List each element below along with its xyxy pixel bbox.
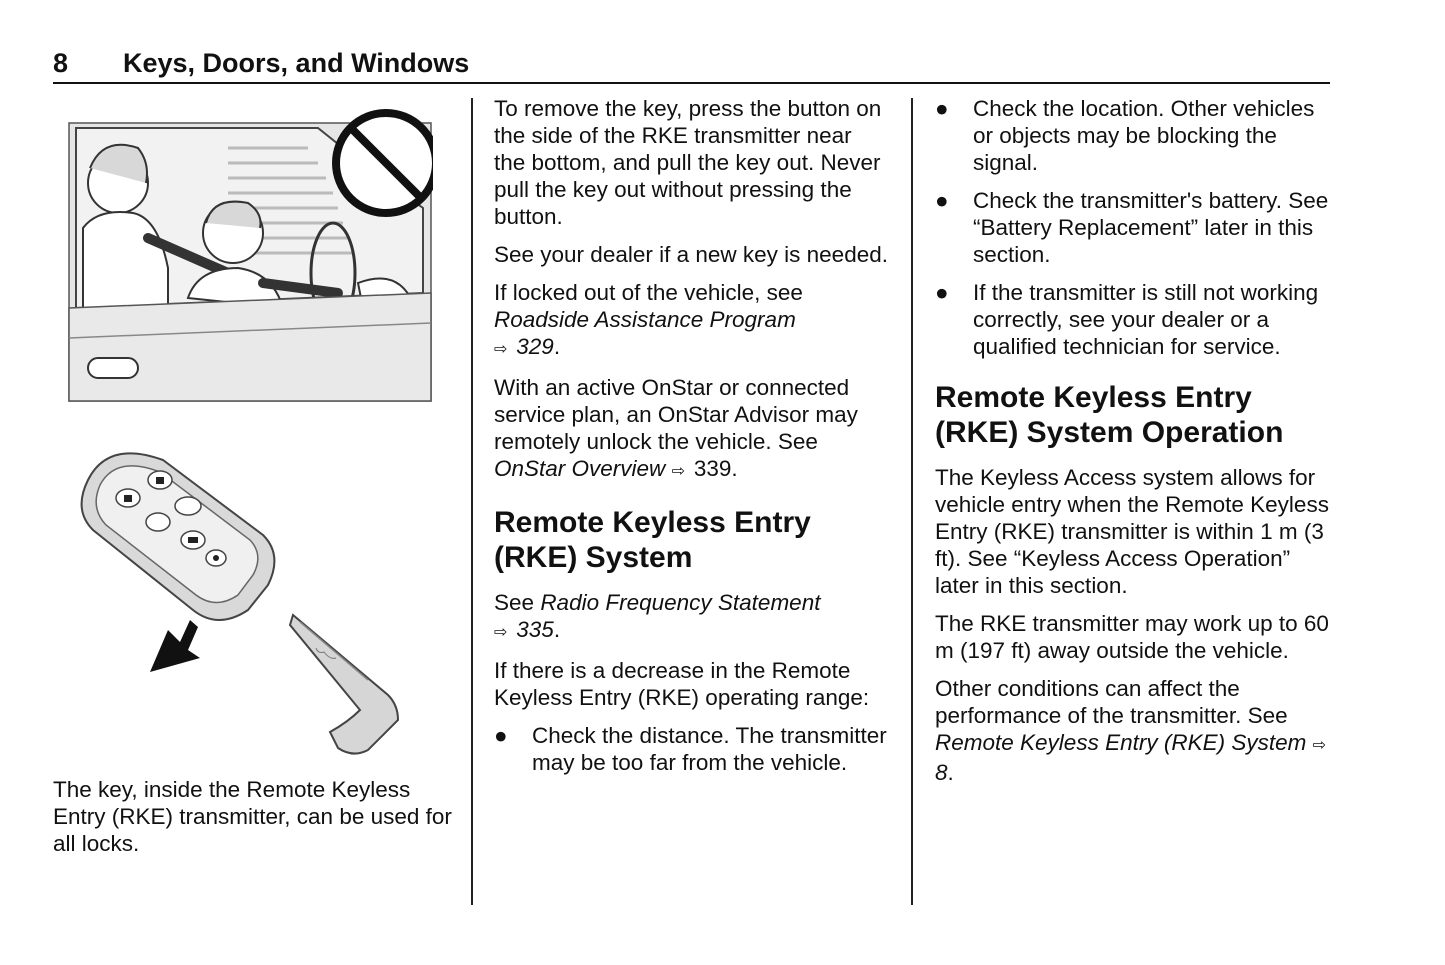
bullet-icon: ● — [935, 96, 949, 121]
bullet-icon: ● — [935, 280, 949, 305]
paragraph-onstar: With an active OnStar or connected service plan, an OnStar Advisor may remotely unlock the vehicle. See OnStar Overview ⇨ 339. — [494, 374, 889, 485]
page-number: 8 — [53, 48, 69, 78]
key-caption: The key, inside the Remote Keyless Entry (RKE) transmitter, can be used for all locks. — [53, 777, 452, 856]
bullet-list-middle — [494, 722, 889, 776]
list-item: ● Check the distance. The transmitter may be too far from the vehicle. — [494, 723, 887, 775]
key-fob-illustration — [68, 440, 428, 760]
right-column — [935, 95, 1335, 797]
middle-column — [494, 95, 889, 787]
bullet-icon: ● — [935, 188, 949, 213]
roadside-page-ref[interactable]: 329 — [516, 334, 554, 359]
paragraph-remove-key: To remove the key, press the button on the side of the RKE transmitter near the bottom, and pull the key out. Never pull the key out without pressing the button. — [494, 96, 882, 229]
page-reference-icon: ⇨ — [494, 624, 508, 641]
bullet-icon: ● — [494, 723, 508, 748]
rke-system-link[interactable]: Remote Keyless Entry (RKE) System — [935, 730, 1307, 755]
list-item: ● Check the location. Other vehicles or objects may be blocking the signal. — [935, 96, 1315, 175]
roadside-assistance-link[interactable]: Roadside Assistance Program — [494, 307, 796, 332]
children-in-vehicle-illustration — [68, 108, 433, 404]
list-item: ● If the transmitter is still not working correctly, see your dealer or a qualified technician for service. — [935, 280, 1319, 359]
onstar-overview-link[interactable]: OnStar Overview — [494, 456, 666, 481]
radio-frequency-page-ref[interactable]: 335 — [516, 617, 554, 642]
radio-frequency-link[interactable]: Radio Frequency Statement — [540, 590, 821, 615]
page-reference-icon: ⇨ — [671, 463, 685, 480]
paragraph-radio-frequency: See Radio Frequency Statement ⇨ 335. — [494, 589, 889, 646]
rke-system-page-ref[interactable]: 8 — [935, 760, 948, 785]
paragraph-range: The RKE transmitter may work up to 60 m (197 ft) away outside the vehicle. — [935, 611, 1329, 663]
paragraph-other-conditions: Other conditions can affect the performance of the transmitter. See Remote Keyless Entry (RKE) System ⇨ 8. — [935, 675, 1335, 786]
paragraph-locked-out: If locked out of the vehicle, see Roadside Assistance Program ⇨ 329. — [494, 279, 889, 363]
bullet-list-right — [935, 95, 1335, 360]
column-divider-left — [471, 98, 473, 905]
page-reference-icon: ⇨ — [494, 341, 508, 358]
page-header — [53, 48, 1330, 84]
list-item: ● Check the transmitter's battery. See “Battery Replacement” later in this section. — [935, 188, 1329, 267]
section-title: Keys, Doors, and Windows — [123, 48, 470, 78]
rke-system-heading: Remote Keyless Entry (RKE) System — [494, 506, 811, 574]
paragraph-new-key: See your dealer if a new key is needed. — [494, 242, 888, 267]
onstar-page-ref[interactable]: 339 — [693, 456, 732, 481]
paragraph-keyless-access: The Keyless Access system allows for vehicle entry when the Remote Keyless Entry (RKE) transmitter is within 1 m (3 ft). See “Keyless Access Operation” later in this section. — [935, 465, 1329, 598]
paragraph-range-decrease: If there is a decrease in the Remote Keyless Entry (RKE) operating range: — [494, 658, 870, 710]
column-divider-right — [911, 98, 913, 905]
page-reference-icon: ⇨ — [1312, 737, 1327, 754]
rke-operation-heading: Remote Keyless Entry (RKE) System Operation — [935, 381, 1284, 449]
